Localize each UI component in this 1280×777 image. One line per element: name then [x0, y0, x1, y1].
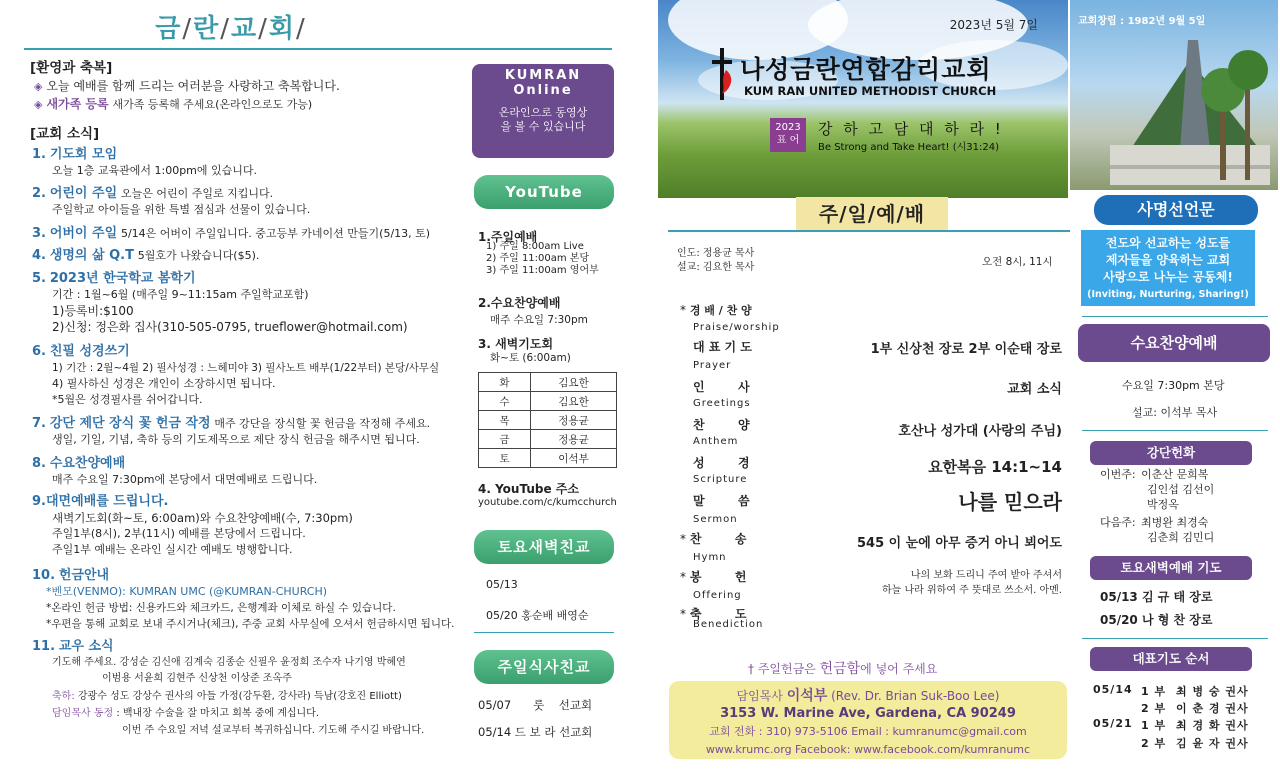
church-name: 나성금란연합감리교회: [740, 55, 992, 84]
mission-title: 사명선언문: [1094, 195, 1258, 225]
offering-note: † 주일헌금은 헌금함에 넣어 주세요: [748, 661, 938, 677]
table-row: 토 이석부: [479, 449, 617, 468]
prayer-part-4: 2 부: [1141, 737, 1167, 750]
order-benediction: * 축 도: [680, 607, 747, 621]
church-building-photo: [1070, 0, 1278, 190]
pastor-line: 담임목사 이석부 (Rev. Dr. Brian Suk-Boo Lee): [736, 688, 1000, 704]
diamond-icon: ◈: [34, 98, 43, 111]
news-item-10: 10. 헌금안내 *벤모(VENMO): KUMRAN UMC (@KUMRAN-CHURCH) *온라인 헌금 방법: 신용카드와 체크카드, 은행계좌 이체로 하실 수 있습니다. *우편을 통해 교회로 보내 주시거나(체크), 주중 교회 사무실에 오셔서 헌금하시면 됩니다.: [32, 568, 455, 630]
order-praise: * 경 배 / 찬 양: [680, 303, 752, 317]
kumran-online-box: KUMRAN Online 온라인으로 동영상을 볼 수 있습니다: [472, 64, 614, 158]
news-item-11: 11. 교우 소식 기도해 주세요. 강성순 김신애 김계숙 김종순 신필우 윤정희 조수자 나기영 박혜연 이범용 서윤희 김현주 신상천 이상준 조옥주: [32, 639, 406, 684]
prayer-date-3: 05/21: [1093, 717, 1133, 730]
bulletin-header-image: [658, 0, 1068, 198]
yt-url[interactable]: youtube.com/c/kumcchurch: [478, 497, 617, 508]
lunch-fellowship-banner: 주일식사친교: [474, 650, 614, 684]
order-prayer-detail: 1부 신상천 장로 2부 이순태 장로: [870, 342, 1062, 357]
pastor-contact-box: [669, 681, 1067, 759]
news-item-2: 2. 어린이 주일 오늘은 어린이 주일로 지킵니다. 주일학교 아이들을 위한 특별 점심과 선물이 있습니다.: [32, 186, 311, 216]
pastor-news-line-2: 이번 주 수요일 저녁 설교부터 복귀하십니다. 기도해 주시길 바랍니다.: [122, 725, 425, 736]
order-prayer: 대 표 기 도: [693, 340, 752, 354]
order-scripture-detail: 요한복음 14:1~14: [928, 458, 1062, 476]
sat-fellowship-1: 05/13: [486, 578, 518, 591]
year-motto-badge: 2023 표 어: [770, 118, 806, 152]
order-hymn-en: Hymn: [693, 552, 727, 563]
order-anthem: 찬 양: [693, 418, 750, 432]
wed-service-title: 수요찬양예배: [1078, 324, 1270, 362]
sat-prayer-1: 05/13 김 규 태 장로: [1100, 590, 1213, 604]
flower-this-week: 이번주: 이춘산 문희복: [1100, 468, 1209, 481]
title-divider: [24, 48, 612, 50]
church-phone-email: 교회 전화 : 310) 973-5106 Email : kumranumc@gmail.com: [709, 725, 1027, 738]
order-anthem-detail: 호산나 성가대 (사랑의 주님): [898, 424, 1062, 439]
church-web[interactable]: www.krumc.org Facebook: www.facebook.com/kumranumc: [705, 743, 1031, 756]
youtube-banner[interactable]: YouTube: [474, 175, 614, 209]
sunday-heading: 1.주일예배: [478, 230, 538, 244]
news-item-7: 7. 강단 제단 장식 꽃 헌금 작정 매주 강단을 장식할 꽃 헌금을 작정해 주세요. 생일, 기일, 기념, 축하 등의 기도제목으로 제단 장식 헌금을 해주시면 됩니다.: [32, 416, 431, 446]
worship-divider: [668, 230, 1070, 232]
church-building-icon: [1070, 0, 1278, 190]
sat-fellowship-banner: 토요새벽친교: [474, 530, 614, 564]
dawn-time: 화~토 (6:00am): [490, 352, 571, 364]
prayer-name-1: 최 병 숭 권사: [1176, 685, 1249, 698]
order-greetings: 인 사: [693, 380, 750, 394]
prayer-name-4: 김 윤 자 권사: [1176, 737, 1249, 750]
order-scripture-en: Scripture: [693, 474, 748, 485]
church-name-en: KUM RAN UNITED METHODIST CHURCH: [744, 84, 997, 98]
flower-next-week-2: 김춘희 김민디: [1147, 531, 1215, 544]
year-motto-en: Be Strong and Take Heart! (시31:24): [818, 142, 999, 153]
order-hymn-detail: 545 이 눈에 아무 증거 아니 뵈어도: [857, 536, 1062, 551]
worship-times: 오전 8시, 11시: [982, 256, 1053, 268]
wed-service-preacher: 설교: 이석부 목사: [1132, 406, 1218, 419]
dawn-heading: 3. 새벽기도회: [478, 337, 554, 351]
prayer-name-3: 최 경 화 권사: [1176, 719, 1249, 732]
flower-this-week-3: 박정옥: [1147, 498, 1179, 511]
sunday-list: 1) 주일 8:00am Live 2) 주일 11:00am 본당 3) 주일 11:00am 영어부: [486, 241, 599, 276]
sat-fellowship-2: 05/20 홍순배 배영순: [486, 609, 589, 622]
order-benediction-en: Benediction: [693, 619, 764, 630]
mission-statement: 전도와 선교하는 성도들 제자들을 양육하는 교회 사랑으로 나누는 공동체! (Inviting, Nurturing, Sharing!): [1081, 230, 1255, 306]
news-item-4: 4. 생명의 삶 Q.T 5월호가 나왔습니다($5).: [32, 248, 260, 263]
congrats-line: 축하: 강광수 성도 강상수 권사의 아들 가정(강두환, 강사라) 득남(강호진 Elliott): [52, 691, 402, 702]
bulletin-date: 2023년 5월 7일: [949, 18, 1038, 32]
sermon-title: 나를 믿으라: [958, 490, 1062, 514]
order-sermon: 말 씀: [693, 494, 750, 508]
right-divider-3: [1082, 638, 1268, 639]
dawn-schedule-table: [478, 372, 617, 468]
pastor-news-line: 담임목사 동정 : 백내장 수술을 잘 마치고 회복 중에 계십니다.: [52, 708, 320, 719]
news-heading: [교회 소식]: [30, 126, 100, 142]
founded-date: 교회창립 : 1982년 9월 5일: [1078, 16, 1206, 27]
order-greetings-detail: 교회 소식: [1007, 382, 1062, 397]
sat-prayer-2: 05/20 나 형 찬 장로: [1100, 613, 1213, 627]
order-anthem-en: Anthem: [693, 436, 739, 447]
order-sermon-en: Sermon: [693, 514, 738, 525]
welcome-line-2: ◈ 새가족 등록 새가족 등록해 주세요(온라인으로도 가능): [34, 97, 313, 111]
wed-service-time: 수요일 7:30pm 본당: [1122, 379, 1225, 392]
wed-time: 매주 수요일 7:30pm: [490, 314, 588, 326]
welcome-heading: [환영과 축복]: [30, 60, 113, 76]
order-praise-en: Praise/worship: [693, 322, 780, 333]
prayer-part-1: 1 부: [1141, 685, 1167, 698]
table-row: 화 김요한: [479, 373, 617, 392]
lunch-item-2: 05/14 드 보 라 선교회: [478, 725, 593, 739]
offering-prayer: 나의 보화 드리니 주여 받아 주셔서 하늘 나라 위하여 주 뜻대로 쓰소서. 아멘.: [882, 570, 1062, 596]
order-prayer-en: Prayer: [693, 360, 732, 371]
flower-this-week-2: 김인섭 김선이: [1147, 483, 1215, 496]
order-greetings-en: Greetings: [693, 398, 751, 409]
news-item-1: 1. 기도회 모임 오늘 1층 교육관에서 1:00pm에 있습니다.: [32, 147, 258, 177]
order-offering-en: Offering: [693, 590, 742, 601]
yt-heading: 4. YouTube 주소: [478, 482, 579, 496]
news-item-5: 5. 2023년 한국학교 봄학기 기간 : 1월~6월 (매주일 9~11:15am 주일학교포함) 1)등록비:$100 2)신청: 정은화 집사(310-505-0795, trueflower@hotmail.com): [32, 271, 408, 334]
news-item-9: 9.대면예배를 드립니다. 새벽기도회(화~토, 6:00am)와 수요찬양예배(수, 7:30pm) 주일1부(8시), 2부(11시) 예배를 본당에서 드립니다. 주일1부 예배는 온라인 실시간 예배도 병행합니다.: [32, 494, 353, 556]
right-divider-1: [1082, 316, 1268, 317]
wed-heading: 2.수요찬양예배: [478, 296, 561, 310]
flower-next-week: 다음주: 최병완 최경숙: [1100, 516, 1209, 529]
worship-title: 주/일/예/배: [796, 197, 948, 231]
order-offering: * 봉 헌: [680, 570, 747, 584]
news-item-8: 8. 수요찬양예배 매주 수요일 7:30pm에 본당에서 대면예배로 드립니다.: [32, 456, 318, 486]
year-motto: 강 하 고 담 대 하 라 !: [818, 120, 1004, 138]
prayer-part-2: 2 부: [1141, 702, 1167, 715]
news-item-3: 3. 어버이 주일 5/14은 어버이 주일입니다. 중고등부 카네이션 만들기(5/13, 토): [32, 226, 431, 241]
diamond-icon: ◈: [34, 80, 43, 93]
cross-flame-icon: [708, 48, 736, 100]
prayer-date-1: 05/14: [1093, 683, 1133, 696]
prayer-name-2: 이 춘 경 권사: [1176, 702, 1249, 715]
table-row: 금 정용균: [479, 430, 617, 449]
worship-leaders: 인도: 정용균 목사 설교: 김요한 목사: [677, 248, 755, 273]
order-scripture: 성 경: [693, 456, 750, 470]
right-divider-2: [1082, 430, 1268, 431]
welcome-line-1: ◈ 오늘 예배를 함께 드리는 여러분을 사랑하고 축복합니다.: [34, 79, 340, 93]
church-address: 3153 W. Marine Ave, Gardena, CA 90249: [720, 706, 1016, 721]
table-row: 수 김요한: [479, 392, 617, 411]
prayer-part-3: 1 부: [1141, 719, 1167, 732]
sat-prayer-title: 토요새벽예배 기도: [1090, 556, 1252, 580]
table-row: 목 정용균: [479, 411, 617, 430]
lunch-item-1: 05/07 룻 선교회: [478, 698, 593, 712]
order-hymn: * 찬 송: [680, 532, 747, 546]
kumran-title: 금/란/교/회/: [155, 14, 307, 44]
rep-prayer-title: 대표기도 순서: [1090, 647, 1252, 671]
altar-flower-title: 강단헌화: [1090, 441, 1252, 465]
middle-divider: [474, 632, 614, 633]
news-item-6: 6. 친필 성경쓰기 1) 기간 : 2월~4월 2) 필사성경 : 느헤미야 3) 필사노트 배부(1/22부터) 본당/사무실 4) 필사하신 성경은 개인이 소장하시면 됩니다. *5월은 성경필사를 쉬어갑니다.: [32, 344, 440, 406]
